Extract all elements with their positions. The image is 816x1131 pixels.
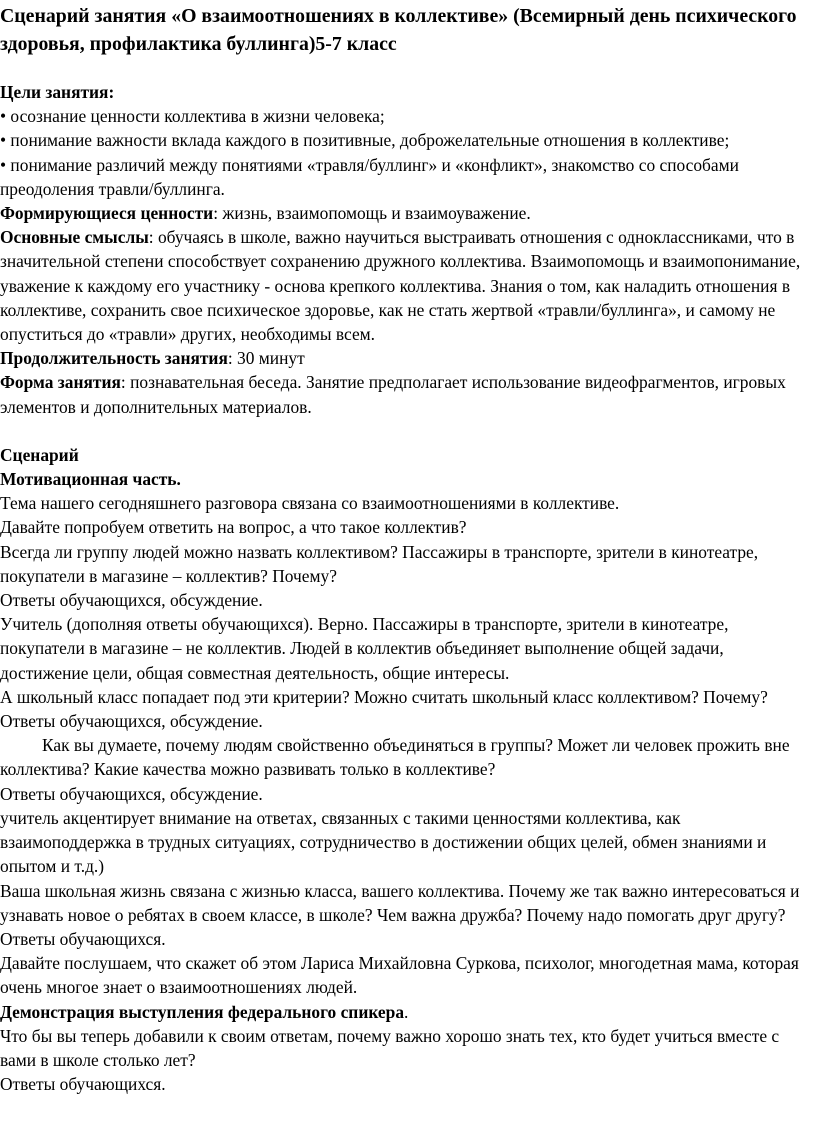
scenario-line: Ответы обучающихся, обсуждение. [0, 783, 263, 804]
meanings-label: Основные смыслы [0, 227, 149, 248]
scenario-line: Всегда ли группу людей можно назвать коллективом? Пассажиры в транспорте, зрители в кинотеатре, покупатели в магазине – коллектив? Почему? [0, 541, 759, 586]
meanings-text: : обучаясь в школе, важно научиться выстраивать отношения с одноклассниками, что в значительной степени способствует сохранению дружного коллектива. Взаимопомощь и взаимопонимание, уважение к каждому его участнику - основа крепкого коллектива. Знания о том, как наладить отношения в коллективе, сохранить свое психическое здоровье, как не стать жертвой «травли/буллинга», и самому не опуститься до «травли» других, необходимы всем. [0, 227, 801, 345]
motivation-heading: Мотивационная часть. [0, 469, 181, 490]
form-paragraph [0, 370, 816, 418]
duration-label: Продолжительность занятия [0, 348, 228, 369]
demo-text: . [404, 1001, 409, 1022]
scenario-line: Ответы обучающихся, обсуждение. [0, 590, 263, 611]
form-label: Форма занятия [0, 372, 121, 393]
document-title: Сценарий занятия «О взаимоотношениях в коллективе» (Всемирный день психического здоровья, профилактика буллинга)5-7 класс [0, 5, 797, 55]
spacer [0, 419, 816, 443]
scenario-line: Ответы обучающихся. [0, 1074, 166, 1095]
demo-label: Демонстрация выступления федерального спикера [0, 1001, 405, 1022]
values-label: Формирующиеся ценности [0, 203, 214, 224]
demo-paragraph [0, 1000, 816, 1024]
duration-paragraph [0, 346, 816, 370]
goal-item: • понимание важности вклада каждого в позитивные, доброжелательные отношения в коллективе; [0, 130, 730, 151]
scenario-line: А школьный класс попадает под эти критерии? Можно считать школьный класс коллективом? Почему? [0, 686, 768, 707]
scenario-line: Тема нашего сегодняшнего разговора связана со взаимоотношениями в коллективе. [0, 493, 620, 514]
scenario-line: Учитель (дополняя ответы обучающихся). Верно. Пассажиры в транспорте, зрители в кинотеатре, покупатели в магазине – не коллектив. Людей в коллектив объединяет выполнение общей задачи, достижение цели, общая совместная деятельность, общие интересы. [0, 614, 729, 683]
form-text: : познавательная беседа. Занятие предполагает использование видеофрагментов, игровых элементов и дополнительных материалов. [0, 372, 786, 417]
scenario-line: Что бы вы теперь добавили к своим ответам, почему важно хорошо знать тех, кто будет учиться вместе с вами в школе столько лет? [0, 1025, 780, 1070]
scenario-line: Давайте послушаем, что скажет об этом Лариса Михайловна Суркова, психолог, многодетная мама, которая очень многое знает о взаимоотношениях людей. [0, 953, 799, 998]
goals-heading: Цели занятия: [0, 82, 115, 102]
values-text: : жизнь, взаимопомощь и взаимоуважение. [213, 203, 531, 224]
scenario-heading: Сценарий [0, 444, 79, 465]
goal-item: • осознание ценности коллектива в жизни человека; [0, 106, 385, 127]
goal-item: • понимание различий между понятиями «травля/буллинг» и «конфликт», знакомство со способами преодоления травли/буллинга. [0, 154, 739, 199]
scenario-line: Ответы обучающихся. [0, 928, 166, 949]
scenario-line-indented: Как вы думаете, почему людям свойственно объединяться в группы? Может ли человек прожить вне коллектива? Какие качества можно развивать только в коллективе? [0, 735, 790, 780]
scenario-line: Ответы обучающихся, обсуждение. [0, 711, 263, 732]
scenario-line: Ваша школьная жизнь связана с жизнью класса, вашего коллектива. Почему же так важно интересоваться и узнавать новое о ребятах в своем классе, в школе? Чем важна дружба? Почему надо помогать друг другу? [0, 880, 800, 925]
scenario-line: Давайте попробуем ответить на вопрос, а что такое коллектив? [0, 517, 467, 538]
scenario-line: учитель акцентирует внимание на ответах, связанных с такими ценностями коллектива, как взаимоподдержка в трудных ситуациях, сотрудничество в достижении общих целей, обмен знаниями и опытом и т.д.) [0, 807, 767, 877]
duration-text: : 30 минут [227, 348, 305, 369]
meanings-paragraph [0, 225, 816, 346]
values-paragraph [0, 201, 816, 225]
